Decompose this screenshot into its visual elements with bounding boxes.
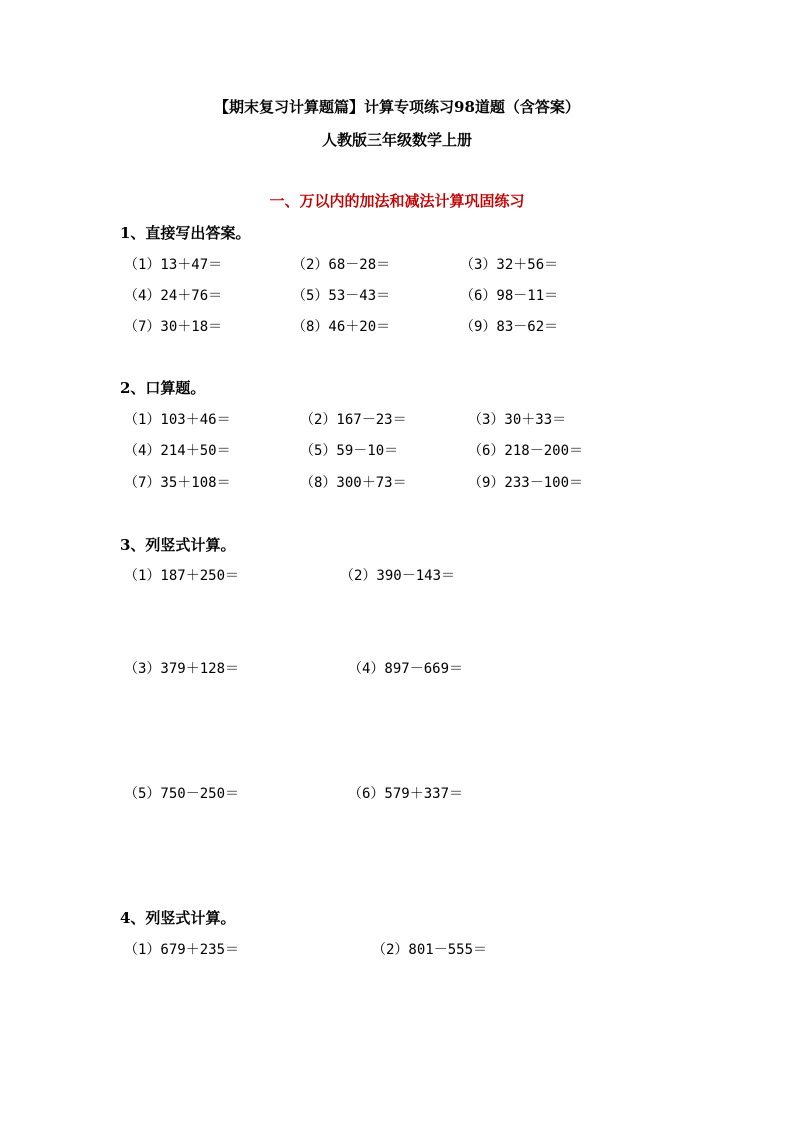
q1-item-7: （7）30＋18＝ [124, 319, 223, 335]
q2-item-6: （6）218－200＝ [468, 443, 584, 459]
q3-item-4: （4）897－669＝ [348, 661, 464, 677]
q2-item-2: （2）167－23＝ [300, 412, 407, 428]
q1-item-9: （9）83－62＝ [460, 319, 559, 335]
q2-item-9: （9）233－100＝ [468, 475, 584, 491]
q1-item-8: （8）46＋20＝ [292, 319, 391, 335]
q1-item-4: （4）24＋76＝ [124, 288, 223, 304]
q3-item-1: （1）187＋250＝ [124, 568, 240, 584]
question-3-heading: 3、列竖式计算。 [120, 536, 236, 554]
q2-item-5: （5）59－10＝ [300, 443, 399, 459]
q3-item-3: （3）379＋128＝ [124, 661, 240, 677]
q3-item-2: （2）390－143＝ [340, 568, 456, 584]
question-1-heading: 1、直接写出答案。 [120, 224, 251, 242]
q1-item-6: （6）98－11＝ [460, 288, 559, 304]
section-title: 一、万以内的加法和减法计算巩固练习 [269, 192, 525, 210]
q3-item-6: （6）579＋337＝ [348, 786, 464, 802]
document-subtitle: 人教版三年级数学上册 [321, 131, 472, 149]
q1-item-3: （3）32＋56＝ [460, 257, 559, 273]
q2-item-1: （1）103＋46＝ [124, 412, 231, 428]
q1-item-5: （5）53－43＝ [292, 288, 391, 304]
q1-item-2: （2）68－28＝ [292, 257, 391, 273]
document-title: 【期末复习计算题篇】计算专项练习98道题（含答案） [214, 98, 580, 116]
q2-item-7: （7）35＋108＝ [124, 475, 231, 491]
q4-item-2: （2）801－555＝ [372, 942, 488, 958]
q4-item-1: （1）679＋235＝ [124, 942, 240, 958]
q1-item-1: （1）13＋47＝ [124, 257, 223, 273]
question-4-heading: 4、列竖式计算。 [120, 909, 236, 927]
q2-item-8: （8）300＋73＝ [300, 475, 407, 491]
q2-item-3: （3）30＋33＝ [468, 412, 567, 428]
question-2-heading: 2、口算题。 [120, 379, 206, 397]
q3-item-5: （5）750－250＝ [124, 786, 240, 802]
q2-item-4: （4）214＋50＝ [124, 443, 231, 459]
